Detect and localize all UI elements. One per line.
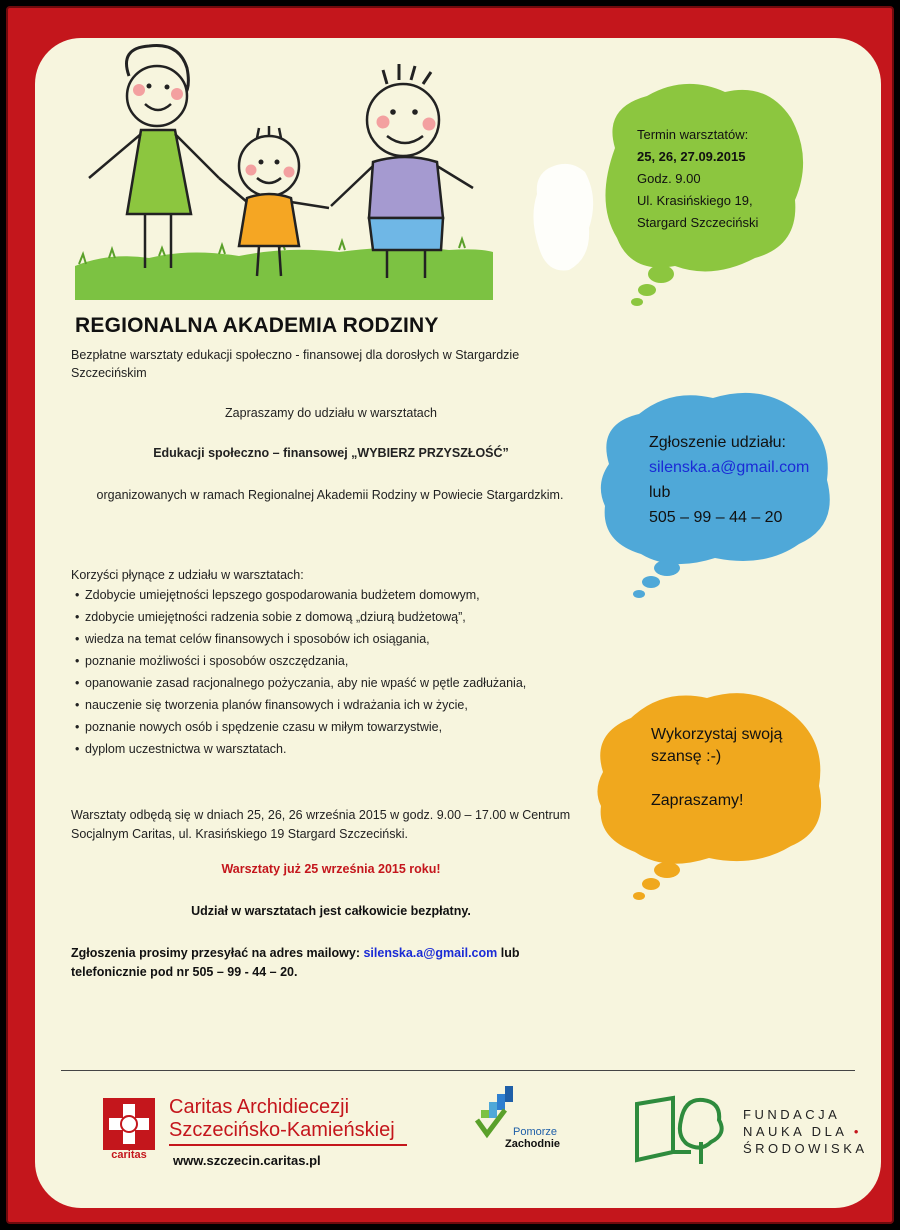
orange-bubble-line3: Zapraszamy!: [651, 792, 744, 809]
caritas-name-line2: Szczecińsko-Kamieńskiej: [169, 1119, 395, 1141]
invite-text: Zapraszamy do udziału w warsztatach: [225, 406, 437, 420]
green-bubble-city: Stargard Szczeciński: [637, 215, 759, 230]
blue-bubble-label: Zgłoszenie udziału:: [649, 434, 786, 451]
benefits-list: [71, 586, 571, 762]
orange-bubble-line1: Wykorzystaj swoją: [651, 726, 783, 743]
green-bubble-dates: 25, 26, 27.09.2015: [637, 149, 746, 164]
orange-bubble-line2: szansę :-): [651, 748, 722, 765]
poster-paper: [35, 38, 881, 1208]
green-bubble-text: [637, 124, 758, 234]
fundacja-line2: NAUKA DLA: [743, 1124, 847, 1139]
workshop-dates-text: Warsztaty odbędą się w dniach 25, 26, 26 września 2015 w godz. 9.00 – 17.00 w Centrum Socjalnym Caritas, ul. Krasińskiego 19 Stargard Szczeciński.: [71, 808, 571, 841]
organized-text: organizowanych w ramach Regionalnej Akademii Rodziny w Powiecie Stargardzkim.: [96, 488, 564, 502]
pomorze-line2: Zachodnie: [505, 1138, 561, 1150]
caritas-logo-word: caritas: [111, 1149, 147, 1161]
list-item: • poznanie nowych osób i spędzenie czasu w miłym towarzystwie,: [71, 718, 571, 737]
caritas-cross-logo: [103, 1098, 155, 1150]
pomorze-line1: Pomorze: [513, 1126, 558, 1138]
list-item: • dyplom uczestnictwa w warsztatach.: [71, 740, 571, 759]
bullet-dot-icon: •: [853, 1124, 859, 1139]
list-item: • opanowanie zasad racjonalnego pożyczania, aby nie wpaść w pętle zadłużania,: [71, 674, 571, 693]
caritas-name-line1: Caritas Archidiecezji: [169, 1096, 350, 1118]
apply-suffix: lub telefonicznie pod nr 505 – 99 - 44 – 20.: [71, 946, 520, 979]
white-cloud-shape: [529, 158, 599, 278]
workshop-name: Edukacji społeczno – finansowej „WYBIERZ PRZYSZŁOŚĆ”: [153, 446, 509, 460]
fundacja-line1: FUNDACJA: [743, 1107, 841, 1122]
green-bubble-label: Termin warsztatów:: [637, 127, 749, 142]
apply-email-link[interactable]: silenska.a@gmail.com: [363, 946, 498, 960]
page-title: REGIONALNA AKADEMIA RODZINY: [75, 314, 439, 337]
fundacja-text: [743, 1106, 868, 1157]
caritas-underline: [169, 1144, 407, 1146]
blue-bubble-text: [649, 430, 809, 530]
benefits-title: Korzyści płynące z udziału w warsztatach:: [71, 568, 304, 582]
green-bubble-time: Godz. 9.00: [637, 171, 701, 186]
highlight-text: Warsztaty już 25 września 2015 roku!: [221, 862, 441, 876]
blue-bubble-or: lub: [649, 484, 671, 501]
page-subtitle: Bezpłatne warsztaty edukacji społeczno - finansowej dla dorosłych w Stargardzie Szczecińskim: [71, 348, 520, 380]
fundacja-line3: ŚRODOWISKA: [743, 1141, 868, 1156]
list-item: • nauczenie się tworzenia planów finansowych i wdrażania ich w życie,: [71, 696, 571, 715]
family-drawing-illustration: [69, 38, 499, 300]
book-tree-logo-icon: [631, 1090, 727, 1170]
red-frame: [6, 6, 894, 1224]
footer-divider: [61, 1070, 855, 1071]
list-item: • zdobycie umiejętności radzenia sobie z domową „dziurą budżetową”,: [71, 608, 571, 627]
green-bubble-street: Ul. Krasińskiego 19,: [637, 193, 753, 208]
application-text: [71, 944, 591, 982]
list-item: • Zdobycie umiejętności lepszego gospodarowania budżetem domowym,: [71, 586, 571, 605]
caritas-name: [169, 1096, 395, 1142]
free-participation-text: Udział w warsztatach jest całkowicie bezpłatny.: [191, 904, 471, 918]
blue-bubble-phone: 505 – 99 – 44 – 20: [649, 509, 783, 526]
fundacja-line2-row: [743, 1123, 868, 1140]
blue-bubble-email-link[interactable]: silenska.a@gmail.com: [649, 459, 810, 476]
list-item: • poznanie możliwości i sposobów oszczędzania,: [71, 652, 571, 671]
orange-bubble-text: [651, 724, 782, 812]
list-item: • wiedza na temat celów finansowych i sposobów ich osiągania,: [71, 630, 571, 649]
caritas-url-link[interactable]: www.szczecin.caritas.pl: [173, 1153, 321, 1168]
pomorze-zachodnie-text: [505, 1126, 560, 1150]
apply-prefix: Zgłoszenia prosimy przesyłać na adres mailowy:: [71, 946, 364, 960]
